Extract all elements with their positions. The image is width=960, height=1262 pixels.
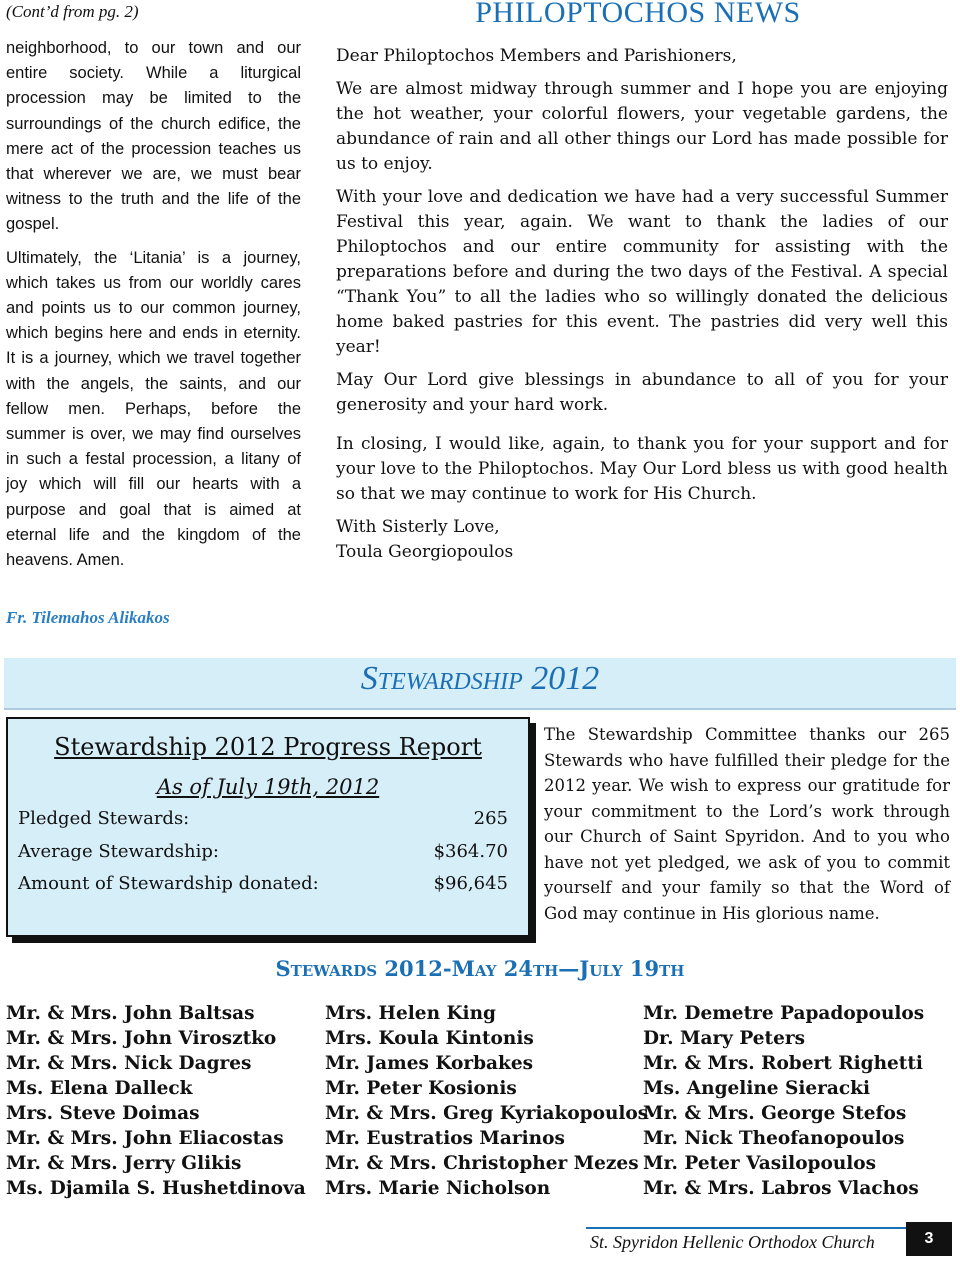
- letter-paragraph: In closing, I would like, again, to thank you for your support and for your love to the Philoptochos. May Our Lord bless us with good health so that we may continue to work for His Church.: [336, 434, 948, 504]
- report-value: $364.70: [433, 841, 508, 862]
- report-row: [18, 808, 508, 829]
- steward-name: Mrs. Steve Doimas: [6, 1103, 200, 1124]
- report-row: [18, 873, 508, 894]
- report-label: Amount of Stewardship donated:: [18, 873, 319, 894]
- steward-name: Mr. Peter Vasilopoulos: [643, 1153, 877, 1174]
- steward-name: Ms. Elena Dalleck: [6, 1078, 193, 1099]
- steward-name: Ms. Djamila S. Hushetdinova: [6, 1178, 306, 1199]
- letter-paragraph: With your love and dedication we have had a very successful Summer Festival this year, again. We want to thank the ladies of our Philoptochos and our entire community for assisting with the preparations before and during the two days of the Festival. A special “Thank You” to all the ladies who so willingly donated the delicious home baked pastries for this event. The pastries did very well this year!: [336, 187, 948, 357]
- steward-name: Mr. & Mrs. Christopher Mezes: [325, 1153, 639, 1174]
- letter-author: Toula Georgiopoulos: [336, 542, 514, 562]
- report-row: [18, 841, 508, 862]
- progress-report-box: [6, 717, 530, 937]
- steward-name: Mr. James Korbakes: [325, 1053, 534, 1074]
- report-label: Average Stewardship:: [18, 841, 219, 862]
- pastoral-letter-column: [6, 36, 301, 581]
- stewardship-thanks: The Stewardship Committee thanks our 265 Stewards who have fulfilled their pledge for the 2012 year. We wish to express our gratitude for your commitment to the Lord’s work through our Church of Saint Spyridon. And to you who have not yet pledged, we ask of you to commit yourself and your family so that the Word of God may continue in His glorious name.: [544, 725, 950, 923]
- steward-name: Mrs. Helen King: [325, 1003, 496, 1024]
- steward-name: Mr. & Mrs. Robert Righetti: [643, 1053, 923, 1074]
- salutation: Dear Philoptochos Members and Parishioners,: [336, 46, 737, 66]
- steward-name: Mr. & Mrs. Nick Dagres: [6, 1053, 252, 1074]
- philoptochos-title: PHILOPTOCHOS NEWS: [475, 0, 801, 29]
- report-label: Pledged Stewards:: [18, 808, 190, 829]
- letter-paragraph: We are almost midway through summer and I hope you are enjoying the hot weather, your colorful flowers, your vegetable gardens, the abundance of rain and all other things our Lord has made possible for us to enjoy.: [336, 79, 948, 174]
- stewards-column-2: [325, 1001, 648, 1201]
- stewardship-banner-title: Stewardship 2012: [360, 660, 600, 697]
- stewards-column-3: [643, 1001, 924, 1201]
- continued-note: (Cont’d from pg. 2): [6, 2, 139, 21]
- report-title: Stewardship 2012 Progress Report: [54, 733, 482, 761]
- philoptochos-letter: [336, 44, 948, 565]
- page-footer: [0, 1222, 960, 1262]
- letter-closing: With Sisterly Love,: [336, 517, 500, 537]
- letter-paragraph: May Our Lord give blessings in abundance to all of you for your generosity and your hard work.: [336, 370, 948, 415]
- steward-name: Dr. Mary Peters: [643, 1028, 806, 1049]
- page-number: 3: [906, 1222, 952, 1256]
- steward-name: Mr. & Mrs. George Stefos: [643, 1103, 907, 1124]
- steward-name: Ms. Angeline Sieracki: [643, 1078, 871, 1099]
- steward-name: Mr. Demetre Papadopoulos: [643, 1003, 925, 1024]
- footer-church-name: St. Spyridon Hellenic Orthodox Church: [590, 1232, 875, 1252]
- steward-name: Mr. & Mrs. Greg Kyriakopoulos: [325, 1103, 649, 1124]
- stewards-column-1: [6, 1001, 306, 1201]
- steward-name: Mr. Eustratios Marinos: [325, 1128, 565, 1149]
- steward-name: Mr. & Mrs. John Baltsas: [6, 1003, 255, 1024]
- report-value: 265: [473, 808, 508, 829]
- report-value: $96,645: [433, 873, 508, 894]
- pastoral-paragraph: neighborhood, to our town and our entire society. While a liturgical procession may be limited to the surroundings of the church edifice, the mere act of the procession teaches us that wherever we are, we must bear witness to the truth and the life of the gospel.: [6, 39, 301, 234]
- steward-name: Mrs. Marie Nicholson: [325, 1178, 551, 1199]
- steward-name: Mr. & Mrs. Labros Vlachos: [643, 1178, 919, 1199]
- pastoral-paragraph: Ultimately, the ‘Litania’ is a journey, which takes us from our worldly cares and points us to our common journey, which begins here and ends in eternity. It is a journey, which we travel together with the angels, the saints, and our fellow men. Perhaps, before the summer is over, we may find ourselves in such a festal procession, a litany of joy which will fill our hearts with a purpose and goal that is aimed at eternal life and the kingdom of the heavens. Amen.: [6, 248, 301, 570]
- steward-name: Mr. & Mrs. Jerry Glikis: [6, 1153, 242, 1174]
- steward-name: Mr. & Mrs. John Virosztko: [6, 1028, 277, 1049]
- steward-name: Mr. & Mrs. John Eliacostas: [6, 1128, 284, 1149]
- stewards-list-heading: Stewards 2012-May 24th—July 19th: [275, 956, 685, 981]
- steward-name: Mrs. Koula Kintonis: [325, 1028, 534, 1049]
- report-date: As of July 19th, 2012: [156, 775, 380, 799]
- steward-name: Mr. Peter Kosionis: [325, 1078, 517, 1099]
- steward-name: Mr. Nick Theofanopoulos: [643, 1128, 905, 1149]
- pastoral-signature: Fr. Tilemahos Alikakos: [6, 608, 170, 627]
